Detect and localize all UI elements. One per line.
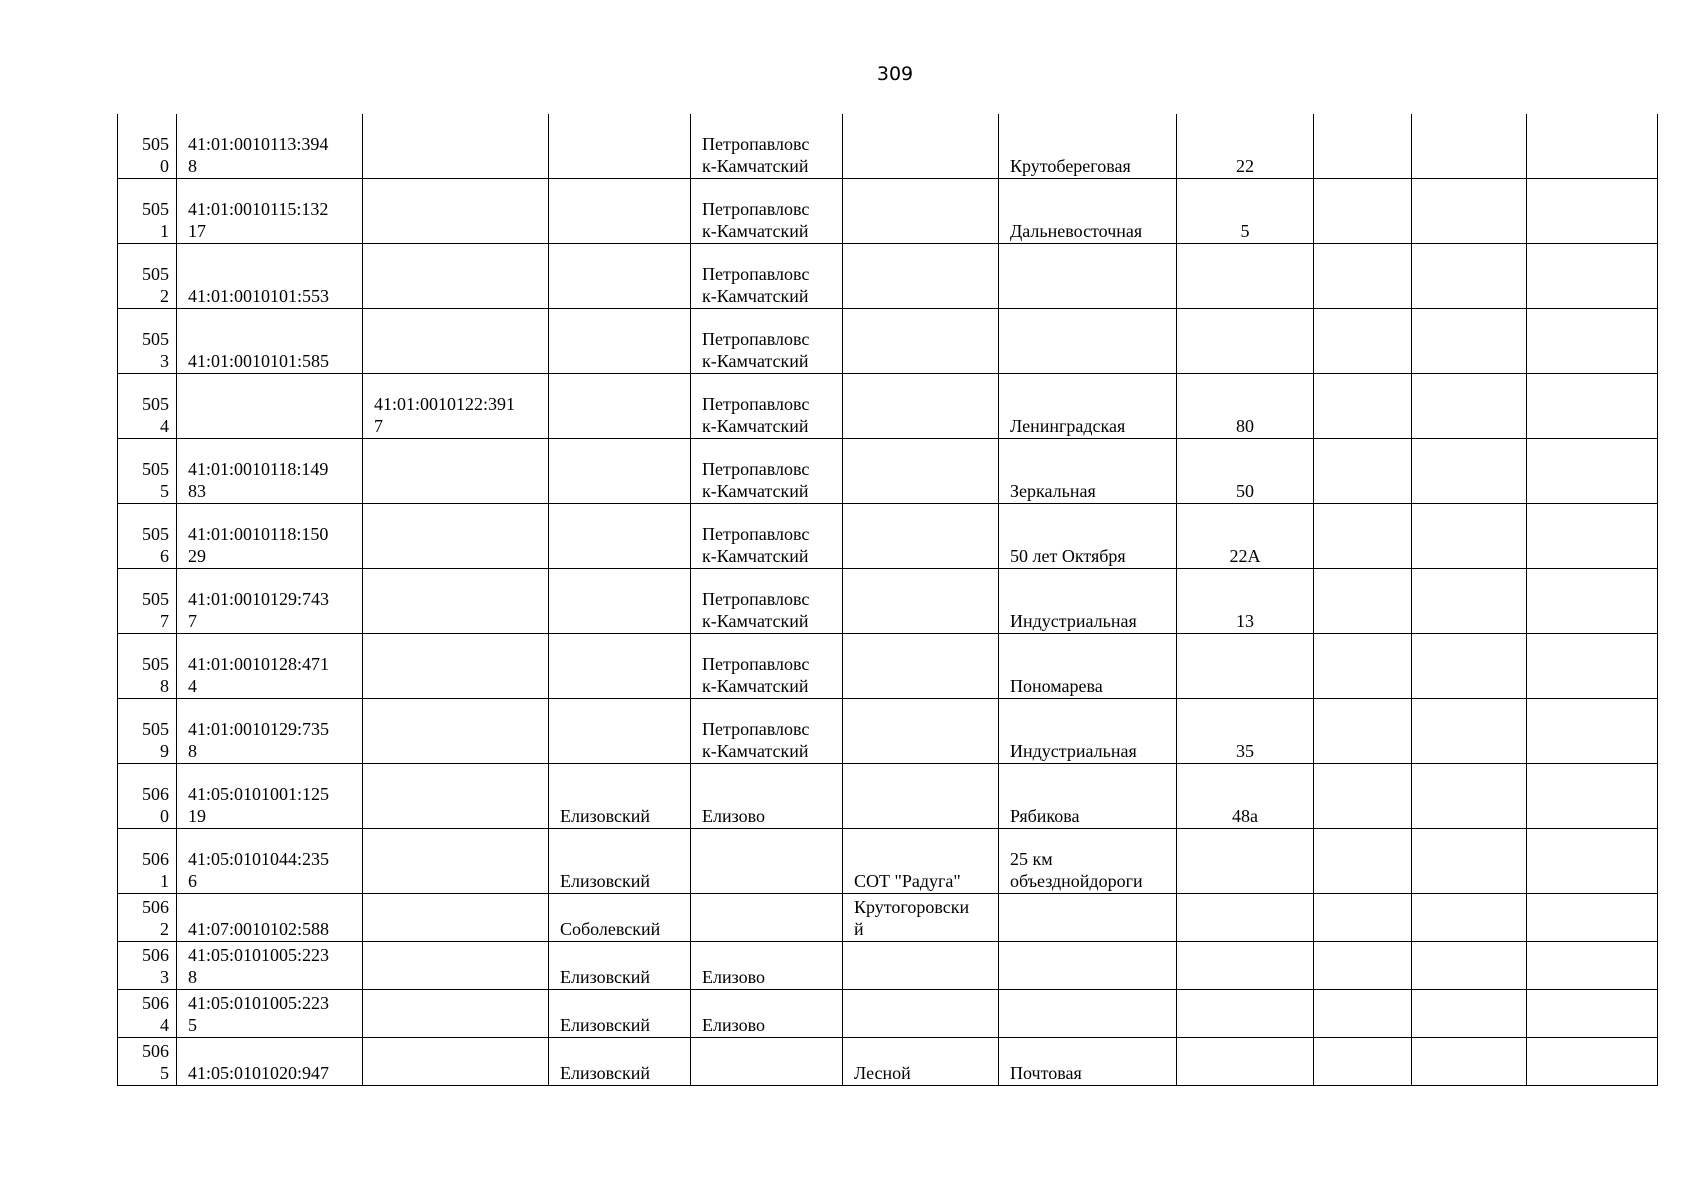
- row-number: 506 5: [118, 1038, 177, 1086]
- cadastral-number: [177, 374, 363, 439]
- empty-cell: [1314, 114, 1412, 179]
- settlement: Крутогоровски й: [843, 894, 999, 942]
- empty-cell: [1412, 179, 1527, 244]
- empty-cell: [1314, 942, 1412, 990]
- building-cadastral-number: [363, 309, 549, 374]
- building-cadastral-number: [363, 179, 549, 244]
- empty-cell: [1412, 634, 1527, 699]
- empty-cell: [1527, 1038, 1658, 1086]
- street: 25 км объезднойдороги: [999, 829, 1177, 894]
- empty-cell: [1412, 309, 1527, 374]
- locality: Елизово: [691, 990, 843, 1038]
- locality: Петропавловс к-Камчатский: [691, 699, 843, 764]
- district: [549, 439, 691, 504]
- street: [999, 309, 1177, 374]
- cadastral-number: 41:05:0101005:223 5: [177, 990, 363, 1038]
- district: Елизовский: [549, 1038, 691, 1086]
- empty-cell: [1314, 894, 1412, 942]
- cadastral-number: 41:01:0010128:471 4: [177, 634, 363, 699]
- building-cadastral-number: [363, 114, 549, 179]
- street: Почтовая: [999, 1038, 1177, 1086]
- empty-cell: [1412, 244, 1527, 309]
- empty-cell: [1527, 244, 1658, 309]
- building-cadastral-number: [363, 634, 549, 699]
- table-row: [118, 699, 1658, 764]
- table-row: [118, 179, 1658, 244]
- district: [549, 634, 691, 699]
- building-cadastral-number: [363, 1038, 549, 1086]
- settlement: СОТ "Радуга": [843, 829, 999, 894]
- building-cadastral-number: [363, 699, 549, 764]
- district: Елизовский: [549, 942, 691, 990]
- building-cadastral-number: [363, 569, 549, 634]
- building-cadastral-number: [363, 764, 549, 829]
- cadastral-number: 41:05:0101001:125 19: [177, 764, 363, 829]
- table-row: [118, 990, 1658, 1038]
- empty-cell: [1412, 439, 1527, 504]
- locality: [691, 829, 843, 894]
- table-row: [118, 114, 1658, 179]
- settlement: [843, 114, 999, 179]
- district: [549, 244, 691, 309]
- street: [999, 942, 1177, 990]
- row-number: 506 4: [118, 990, 177, 1038]
- district: [549, 569, 691, 634]
- row-number: 506 0: [118, 764, 177, 829]
- house-number: 35: [1177, 699, 1314, 764]
- street: Пономарева: [999, 634, 1177, 699]
- building-cadastral-number: [363, 829, 549, 894]
- page-number: 309: [876, 63, 914, 85]
- street: [999, 244, 1177, 309]
- street: Индустриальная: [999, 699, 1177, 764]
- street: Рябикова: [999, 764, 1177, 829]
- locality: Петропавловс к-Камчатский: [691, 244, 843, 309]
- settlement: [843, 374, 999, 439]
- house-number: 48а: [1177, 764, 1314, 829]
- building-cadastral-number: [363, 439, 549, 504]
- empty-cell: [1314, 829, 1412, 894]
- row-number: 506 1: [118, 829, 177, 894]
- row-number: 506 2: [118, 894, 177, 942]
- settlement: [843, 504, 999, 569]
- street: [999, 990, 1177, 1038]
- empty-cell: [1412, 114, 1527, 179]
- house-number: 50: [1177, 439, 1314, 504]
- row-number: 506 3: [118, 942, 177, 990]
- house-number: [1177, 829, 1314, 894]
- settlement: [843, 699, 999, 764]
- building-cadastral-number: [363, 894, 549, 942]
- table-row: [118, 764, 1658, 829]
- house-number: [1177, 244, 1314, 309]
- settlement: Лесной: [843, 1038, 999, 1086]
- table-row: [118, 894, 1658, 942]
- row-number: 505 8: [118, 634, 177, 699]
- empty-cell: [1527, 439, 1658, 504]
- settlement: [843, 569, 999, 634]
- empty-cell: [1314, 309, 1412, 374]
- empty-cell: [1527, 829, 1658, 894]
- building-cadastral-number: [363, 244, 549, 309]
- locality: Петропавловс к-Камчатский: [691, 309, 843, 374]
- empty-cell: [1412, 699, 1527, 764]
- table-row: [118, 829, 1658, 894]
- house-number: [1177, 634, 1314, 699]
- locality: Петропавловс к-Камчатский: [691, 179, 843, 244]
- empty-cell: [1412, 990, 1527, 1038]
- cadastral-number: 41:05:0101005:223 8: [177, 942, 363, 990]
- locality: [691, 1038, 843, 1086]
- settlement: [843, 764, 999, 829]
- street: Дальневосточная: [999, 179, 1177, 244]
- cadastral-number: 41:07:0010102:588: [177, 894, 363, 942]
- settlement: [843, 990, 999, 1038]
- locality: Петропавловс к-Камчатский: [691, 504, 843, 569]
- empty-cell: [1527, 114, 1658, 179]
- empty-cell: [1314, 1038, 1412, 1086]
- cadastral-number: 41:01:0010115:132 17: [177, 179, 363, 244]
- building-cadastral-number: [363, 504, 549, 569]
- settlement: [843, 439, 999, 504]
- building-cadastral-number: [363, 990, 549, 1038]
- street: Ленинградская: [999, 374, 1177, 439]
- table-row: [118, 309, 1658, 374]
- table-row: [118, 244, 1658, 309]
- empty-cell: [1314, 504, 1412, 569]
- locality: [691, 894, 843, 942]
- row-number: 505 1: [118, 179, 177, 244]
- building-cadastral-number: 41:01:0010122:391 7: [363, 374, 549, 439]
- empty-cell: [1314, 990, 1412, 1038]
- empty-cell: [1412, 504, 1527, 569]
- empty-cell: [1527, 894, 1658, 942]
- empty-cell: [1314, 634, 1412, 699]
- settlement: [843, 634, 999, 699]
- row-number: 505 9: [118, 699, 177, 764]
- building-cadastral-number: [363, 942, 549, 990]
- settlement: [843, 309, 999, 374]
- cadastral-number: 41:01:0010118:149 83: [177, 439, 363, 504]
- row-number: 505 0: [118, 114, 177, 179]
- cadastral-number: 41:01:0010101:553: [177, 244, 363, 309]
- empty-cell: [1314, 569, 1412, 634]
- empty-cell: [1314, 439, 1412, 504]
- cadastral-number: 41:01:0010113:394 8: [177, 114, 363, 179]
- settlement: [843, 179, 999, 244]
- street: [999, 894, 1177, 942]
- empty-cell: [1412, 894, 1527, 942]
- house-number: 80: [1177, 374, 1314, 439]
- street: Индустриальная: [999, 569, 1177, 634]
- empty-cell: [1527, 179, 1658, 244]
- empty-cell: [1527, 990, 1658, 1038]
- settlement: [843, 244, 999, 309]
- empty-cell: [1527, 569, 1658, 634]
- table-row: [118, 504, 1658, 569]
- table-row: [118, 569, 1658, 634]
- cadastral-number: 41:01:0010101:585: [177, 309, 363, 374]
- locality: Елизово: [691, 764, 843, 829]
- empty-cell: [1412, 374, 1527, 439]
- row-number: 505 6: [118, 504, 177, 569]
- house-number: 22: [1177, 114, 1314, 179]
- empty-cell: [1527, 634, 1658, 699]
- district: [549, 699, 691, 764]
- locality: Петропавловс к-Камчатский: [691, 634, 843, 699]
- empty-cell: [1314, 699, 1412, 764]
- empty-cell: [1527, 942, 1658, 990]
- house-number: [1177, 990, 1314, 1038]
- house-number: [1177, 1038, 1314, 1086]
- locality: Петропавловс к-Камчатский: [691, 374, 843, 439]
- empty-cell: [1314, 244, 1412, 309]
- table-row: [118, 439, 1658, 504]
- district: [549, 374, 691, 439]
- cadastral-number: 41:05:0101020:947: [177, 1038, 363, 1086]
- district: [549, 114, 691, 179]
- empty-cell: [1412, 569, 1527, 634]
- row-number: 505 5: [118, 439, 177, 504]
- empty-cell: [1412, 1038, 1527, 1086]
- empty-cell: [1527, 504, 1658, 569]
- cadastral-number: 41:01:0010129:743 7: [177, 569, 363, 634]
- settlement: [843, 942, 999, 990]
- empty-cell: [1314, 179, 1412, 244]
- row-number: 505 2: [118, 244, 177, 309]
- table-row: [118, 634, 1658, 699]
- table-row: [118, 374, 1658, 439]
- empty-cell: [1527, 764, 1658, 829]
- empty-cell: [1527, 699, 1658, 764]
- empty-cell: [1314, 764, 1412, 829]
- cadastral-number: 41:01:0010118:150 29: [177, 504, 363, 569]
- district: [549, 179, 691, 244]
- district: Елизовский: [549, 764, 691, 829]
- district: Елизовский: [549, 829, 691, 894]
- locality: Петропавловс к-Камчатский: [691, 114, 843, 179]
- district: [549, 504, 691, 569]
- cadastral-number: 41:01:0010129:735 8: [177, 699, 363, 764]
- row-number: 505 4: [118, 374, 177, 439]
- house-number: [1177, 942, 1314, 990]
- cadastral-number: 41:05:0101044:235 6: [177, 829, 363, 894]
- house-number: [1177, 894, 1314, 942]
- house-number: 5: [1177, 179, 1314, 244]
- empty-cell: [1412, 829, 1527, 894]
- house-number: 22А: [1177, 504, 1314, 569]
- empty-cell: [1412, 764, 1527, 829]
- empty-cell: [1314, 374, 1412, 439]
- house-number: 13: [1177, 569, 1314, 634]
- row-number: 505 3: [118, 309, 177, 374]
- table-row: [118, 1038, 1658, 1086]
- house-number: [1177, 309, 1314, 374]
- locality: Петропавловс к-Камчатский: [691, 569, 843, 634]
- empty-cell: [1527, 309, 1658, 374]
- street: Крутобереговая: [999, 114, 1177, 179]
- register-rows: [118, 114, 1658, 1086]
- empty-cell: [1412, 942, 1527, 990]
- locality: Елизово: [691, 942, 843, 990]
- district: Елизовский: [549, 990, 691, 1038]
- street: 50 лет Октября: [999, 504, 1177, 569]
- empty-cell: [1527, 374, 1658, 439]
- street: Зеркальная: [999, 439, 1177, 504]
- row-number: 505 7: [118, 569, 177, 634]
- district: [549, 309, 691, 374]
- register-table: [117, 114, 1658, 1086]
- locality: Петропавловс к-Камчатский: [691, 439, 843, 504]
- table-row: [118, 942, 1658, 990]
- district: Соболевский: [549, 894, 691, 942]
